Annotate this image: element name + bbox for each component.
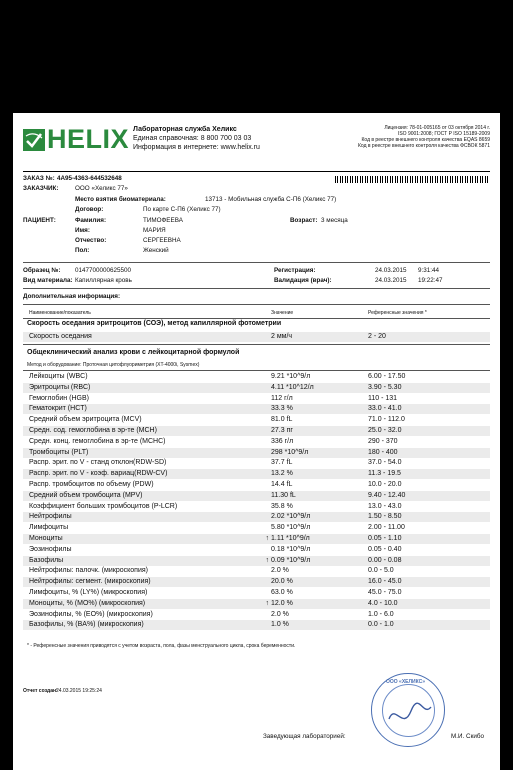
test-value: 20.0 % [271, 578, 293, 586]
table-row [23, 469, 490, 479]
material-value: Капиллярная кровь [75, 277, 132, 284]
test-name: Эозинофилы [29, 545, 72, 553]
validation-label: Валидация (врач): [274, 277, 332, 284]
test-name: Коэффициент больших тромбоцитов (P-LCR) [29, 502, 178, 510]
surname-value: ТИМОФЕЕВА [143, 217, 183, 224]
test-value: 9.21 *10^9/л [271, 373, 311, 380]
test-name: Нейтрофилы: палочк. (микроскопия) [29, 567, 148, 575]
registration-label: Регистрация: [274, 267, 316, 274]
table-row [23, 566, 490, 576]
col-value-header: Значение [271, 310, 294, 316]
col-name-header: Наименование/показатель [29, 310, 91, 316]
reference-range: 1.0 - 6.0 [368, 610, 394, 618]
reference-range: 37.0 - 54.0 [368, 459, 402, 467]
test-name: Средний объем эритроцита (MCV) [29, 416, 142, 424]
test-name: Базофилы, % (BA%) (микроскопия) [29, 621, 144, 629]
sex-label: Пол: [75, 247, 90, 254]
reference-range: 13.0 - 43.0 [368, 502, 402, 510]
table-row [23, 610, 490, 620]
lab-name: Лабораторная служба Хеликс [133, 126, 237, 133]
table-row [23, 620, 490, 630]
test-value: 0.09 *10^9/л [271, 556, 311, 564]
test-value: 81.0 fL [271, 416, 293, 424]
table-row [23, 545, 490, 555]
reference-range: 0.0 - 5.0 [368, 567, 394, 575]
reference-range: 45.0 - 75.0 [368, 589, 402, 596]
lab-stamp: ООО «ХЕЛИКС» [371, 673, 445, 747]
website: Информация в интернете: www.helix.ru [133, 144, 260, 151]
test-value: 2.02 *10^9/л [271, 513, 311, 521]
reference-range: 3.90 - 5.30 [368, 383, 402, 391]
contract-label: Договор: [75, 206, 104, 213]
test-value: 11.30 fL [271, 491, 296, 499]
table-row [23, 556, 490, 566]
reference-range: 1.50 - 8.50 [368, 513, 402, 521]
test-name: Средний объем тромбоцита (MPV) [29, 491, 143, 499]
material-label: Вид материала: [23, 277, 73, 284]
reference-range: 0.05 - 1.10 [368, 535, 402, 542]
test-value: 27.3 пг [271, 427, 293, 434]
test-name: Нейтрофилы: сегмент. (микроскопия) [29, 578, 151, 586]
reference-range: 9.40 - 12.40 [368, 491, 406, 499]
test-value: 14.4 fL [271, 481, 293, 488]
cbc-method: Метод и оборудование: Проточная цитофлуориметрия (XT-4000i, Sysmex) [27, 362, 200, 368]
hotline: Единая справочная: 8 800 700 03 03 [133, 135, 252, 142]
table-row [23, 426, 490, 436]
patronymic-label: Отчество: [75, 237, 107, 244]
test-value: 4.11 *10^12/л [271, 383, 314, 391]
test-value: 298 *10^9/л [271, 448, 309, 456]
esr-section-title: Скорость оседания эритроцитов (СОЭ), метод капиллярной фотометрии [27, 320, 282, 327]
reference-range: 11.3 - 19.5 [368, 470, 401, 478]
test-name: Эритроциты (RBC) [29, 383, 91, 391]
additional-info-label: Дополнительная информация: [23, 293, 121, 300]
test-value: 1.0 % [271, 621, 289, 629]
helix-logo-icon [23, 129, 45, 151]
test-value: 12.0 % [271, 599, 293, 607]
sample-label: Образец №: [23, 267, 61, 274]
reference-range: 0.05 - 0.40 [368, 545, 402, 553]
flag-icon: ↑ [265, 599, 269, 607]
table-row [23, 577, 490, 587]
flag-icon: ↑ [265, 556, 269, 564]
surname-label: Фамилия: [75, 217, 107, 224]
reference-range: 25.0 - 32.0 [368, 427, 402, 434]
test-name: Лимфоциты [29, 524, 69, 532]
test-value: 33.3 % [271, 405, 293, 413]
table-row [23, 491, 490, 501]
table-row [23, 599, 490, 609]
test-value: 0.18 *10^9/л [271, 545, 311, 553]
sample-value: 0147700000625500 [75, 267, 132, 274]
contract-value: По карте С-П6 (Хеликс 77) [143, 206, 221, 213]
table-row [23, 372, 490, 382]
test-value: 1.11 *10^9/л [271, 535, 310, 542]
reference-range: 0.00 - 0.08 [368, 556, 402, 564]
reference-range: 33.0 - 41.0 [368, 405, 402, 413]
test-name: Тромбоциты (PLT) [29, 448, 89, 456]
reference-range: 110 - 131 [368, 394, 398, 402]
test-value: 37.7 fL [271, 459, 293, 467]
table-row [23, 512, 490, 522]
test-value: 336 г/л [271, 437, 294, 445]
reference-range: 10.0 - 20.0 [368, 481, 402, 488]
reference-range: 290 - 370 [368, 437, 398, 445]
test-name: Лейкоциты (WBC) [29, 373, 88, 380]
test-value: 2.0 % [271, 567, 289, 575]
test-name: Средн. сод. гемоглобина в эр-те (MCH) [29, 427, 157, 434]
test-value: 35.8 % [271, 502, 293, 510]
table-row [23, 404, 490, 414]
table-row [23, 383, 490, 393]
name-label: Имя: [75, 227, 90, 234]
test-value: 63.0 % [271, 589, 293, 596]
test-value: 112 г/л [271, 394, 293, 402]
age-value: 3 месяца [321, 217, 348, 224]
table-row [23, 480, 490, 490]
place-value: 13713 - Мобильная служба С-П6 (Хеликс 77) [205, 196, 337, 203]
test-name: Нейтрофилы [29, 513, 72, 521]
age-label: Возраст: [290, 217, 318, 224]
report-created-label: Отчет создан: [23, 688, 58, 694]
table-row [23, 394, 490, 404]
customer-value: ООО «Хеликс 77» [75, 185, 128, 192]
report-created-value: 24.03.2015 19:25:24 [56, 688, 102, 694]
reference-range: 71.0 - 112.0 [368, 416, 405, 424]
footnote: * - Референсные значения приводятся с учетом возраста, пола, фазы менструального цикла, срока беременности. [27, 643, 296, 649]
lab-head-name: М.И. Скибо [451, 733, 484, 740]
registration-time: 9:31:44 [418, 267, 440, 274]
table-row [23, 588, 490, 598]
validation-time: 19:22:47 [418, 277, 443, 284]
reference-range: 180 - 400 [368, 448, 398, 456]
patient-label: ПАЦИЕНТ: [23, 217, 56, 224]
table-row [23, 448, 490, 458]
name-value: МАРИЯ [143, 227, 166, 234]
table-row [23, 502, 490, 512]
test-name: Распр. тромбоцитов по объему (PDW) [29, 481, 154, 488]
test-value: 13.2 % [271, 470, 293, 478]
test-name: Моноциты [29, 535, 63, 542]
patronymic-value: СЕРГЕЕВНА [143, 237, 181, 244]
test-name: Лимфоциты, % (LY%) (микроскопия) [29, 589, 148, 596]
test-name: Моноциты, % (MO%) (микроскопия) [29, 599, 146, 607]
place-label: Место взятия биоматериала: [75, 196, 166, 203]
test-name: Базофилы [29, 556, 64, 564]
test-value: 2.0 % [271, 610, 289, 618]
test-name: Распр. эрит. по V - коэф. вариац(RDW-CV) [29, 470, 168, 478]
table-row [23, 534, 490, 544]
col-reference-header: Референсные значения * [368, 310, 427, 316]
license-info: Лицензия: 78-01-005165 от 03 октября 2014 г. ISO 9001:2008; ГОСТ Р ISO 15189-2009 Код в реестре внешнего контроля качества EQAS 8659 Код в реестре внешнего контроля качества ФСВОК 5871 [357, 125, 490, 149]
reference-range: 16.0 - 45.0 [368, 578, 402, 586]
lab-report-page [13, 113, 500, 770]
test-name: Средн. конц. гемоглобина в эр-те (MCHC) [29, 437, 166, 445]
table-row: Скорость оседания 2 мм/ч 2 - 20 [23, 332, 490, 342]
cbc-section-title: Общеклинический анализ крови с лейкоцитарной формулой [27, 349, 240, 356]
test-name: Распр. эрит. по V - станд отклон(RDW-SD) [29, 459, 167, 467]
table-row [23, 458, 490, 468]
barcode [335, 176, 490, 183]
test-name: Эозинофилы, % (EO%) (микроскопия) [29, 610, 153, 618]
sex-value: Женский [143, 247, 169, 254]
table-row [23, 415, 490, 425]
logo-text: HELIX [47, 124, 130, 154]
test-value: 5.80 *10^9/л [271, 524, 311, 532]
reference-range: 2.00 - 11.00 [368, 524, 405, 532]
reference-range: 6.00 - 17.50 [368, 373, 406, 380]
test-name: Гемоглобин (HGB) [29, 394, 89, 402]
reference-range: 0.0 - 1.0 [368, 621, 394, 629]
test-name: Гематокрит (HCT) [29, 405, 87, 413]
table-row [23, 437, 490, 447]
validation-date: 24.03.2015 [375, 277, 407, 284]
lab-head-label: Заведующая лабораторией: [263, 733, 346, 740]
order-label: ЗАКАЗ №: [23, 175, 55, 182]
registration-date: 24.03.2015 [375, 267, 407, 274]
order-number: 4A95-4363-644532648 [57, 175, 122, 182]
flag-icon: ↑ [265, 535, 269, 542]
reference-range: 4.0 - 10.0 [368, 599, 398, 607]
table-row [23, 523, 490, 533]
customer-label: ЗАКАЗЧИК: [23, 185, 59, 192]
